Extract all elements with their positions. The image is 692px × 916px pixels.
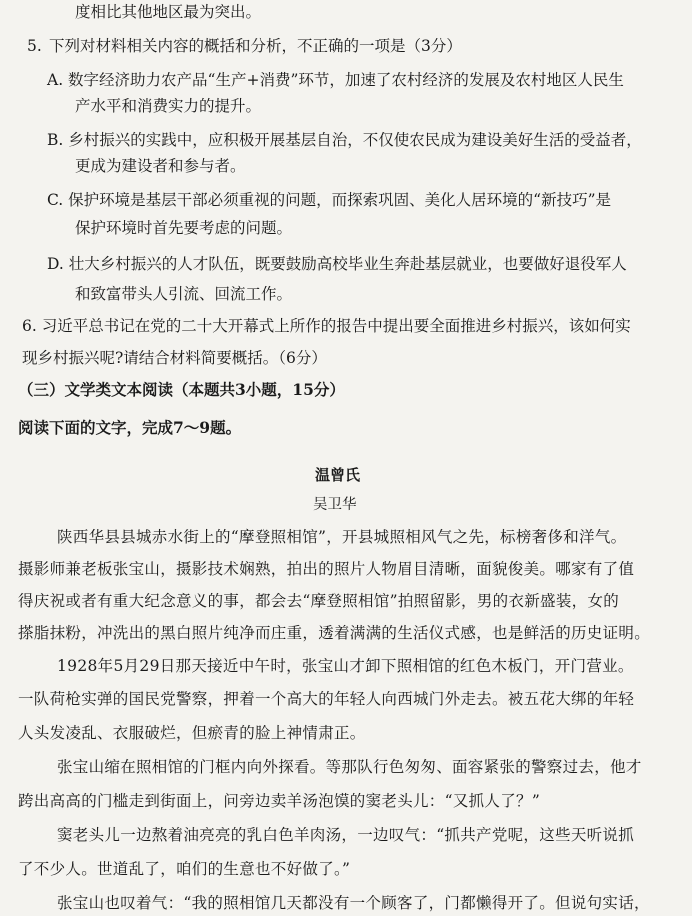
story-title: 温曾氏 <box>315 466 361 484</box>
option-d-line-2: 和致富带头人引流、回流工作。 <box>75 285 293 303</box>
question-5-stem: 5. 下列对材料相关内容的概括和分析，不正确的一项是（3分） <box>27 37 462 55</box>
option-a-line-2: 产水平和消费实力的提升。 <box>75 97 262 115</box>
story-line: 人头发凌乱、衣服破烂，但瘀青的脸上神情肃正。 <box>18 724 366 742</box>
story-line: 张宝山也叹着气：“我的照相馆几天都没有一个顾客了，门都懒得开了。但说句实话， <box>57 894 650 912</box>
option-b-line-2: 更成为建设者和参与者。 <box>75 157 246 175</box>
story-line: 窦老头儿一边熬着油亮亮的乳白色羊肉汤，一边叹气：“抓共产党呢，这些天听说抓 <box>57 826 635 844</box>
story-author: 吴卫华 <box>313 497 357 513</box>
story-line: 得庆祝或者有重大纪念意义的事，都会去“摩登照相馆”拍照留影，男的衣新盛装，女的 <box>18 592 620 610</box>
story-line: 1928年5月29日那天接近中午时，张宝山才卸下照相馆的红色木板门，开门营业。 <box>57 657 634 675</box>
story-line: 陕西华县县城赤水街上的“摩登照相馆”，开县城照相风气之先，标榜奢侈和洋气。 <box>57 528 627 546</box>
question-5-number: 5. <box>27 37 42 55</box>
option-b-line-1: B. 乡村振兴的实践中，应积极开展基层自治，不仅使农民成为建设美好生活的受益者， <box>47 131 642 149</box>
option-d-line-1: D. 壮大乡村振兴的人才队伍，既要鼓励高校毕业生奔赴基层就业，也要做好退役军人 <box>47 255 627 273</box>
story-line: 张宝山缩在照相馆的门框内向外探看。等那队行色匆匆、面容紧张的警察过去，他才 <box>57 758 642 776</box>
option-c-line-1: C. 保护环境是基层干部必须重视的问题，而探索巩固、美化人居环境的“新技巧”是 <box>47 191 612 209</box>
option-c-line-2: 保护环境时首先要考虑的问题。 <box>75 219 293 237</box>
story-line: 摄影师兼老板张宝山，摄影技术娴熟，拍出的照片人物眉目清晰，面貌俊美。哪家有了值 <box>18 560 635 578</box>
question-6-line-1: 6. 习近平总书记在党的二十大开幕式上所作的报告中提出要全面推进乡村振兴，该如何实 <box>22 317 631 335</box>
story-line: 了不少人。世道乱了，咱们的生意也不好做了。” <box>18 860 351 878</box>
section-heading: （三）文学类文本阅读（本题共3小题，15分） <box>18 380 345 399</box>
story-line: 跨出高高的门槛走到街面上，问旁边卖羊汤泡馍的窦老头儿：“又抓人了？” <box>18 792 541 810</box>
question-6-line-2: 现乡村振兴呢?请结合材料简要概括。（6分） <box>22 349 327 367</box>
story-line: 搽脂抹粉，冲洗出的黑白照片纯净而庄重，透着满满的生活仪式感，也是鲜活的历史证明。 <box>18 624 651 642</box>
option-a-line-1: A. 数字经济助力农产品“生产+消费”环节，加速了农村经济的发展及农村地区人民生 <box>47 71 624 89</box>
top-line: 度相比其他地区最为突出。 <box>75 3 262 21</box>
reading-instruction: 阅读下面的文字，完成7～9题。 <box>18 418 242 437</box>
story-line: 一队荷枪实弹的国民党警察，押着一个高大的年轻人向西城门外走去。被五花大绑的年轻 <box>18 690 635 708</box>
